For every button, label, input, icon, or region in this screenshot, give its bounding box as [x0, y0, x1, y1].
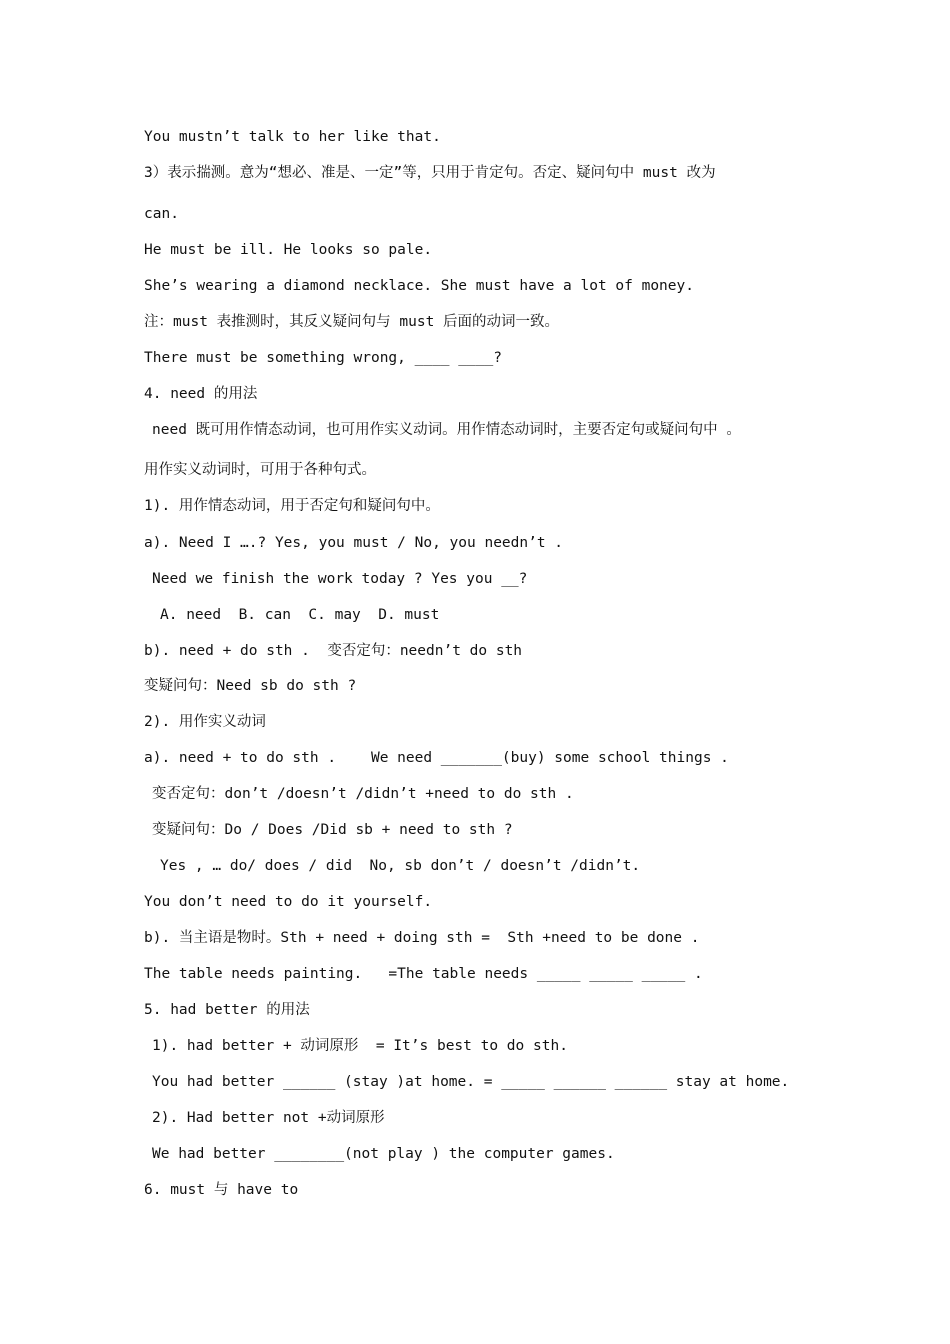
text-line: You had better ______ (stay )at home. = _____ ______ ______ stay at home.	[152, 1074, 790, 1090]
text-line: 变疑问句：Do / Does /Did sb + need to sth ?	[152, 822, 513, 838]
text-line: The table needs painting. =The table needs _____ _____ _____ .	[144, 966, 703, 982]
text-line: 3）表示揣测。意为“想必、准是、一定”等，只用于肯定句。否定、疑问句中 must 改为	[144, 165, 716, 181]
text-line: 1). 用作情态动词，用于否定句和疑问句中。	[144, 498, 440, 514]
text-line: a). need + to do sth . We need _______(buy) some school things .	[144, 750, 729, 766]
text-line: can.	[144, 206, 179, 222]
text-line: a). Need I ….? Yes, you must / No, you needn’t .	[144, 535, 564, 551]
text-line: 2). Had better not +动词原形	[152, 1110, 385, 1126]
text-line: A. need B. can C. may D. must	[160, 607, 440, 623]
text-line: You mustn’t talk to her like that.	[144, 129, 441, 145]
text-line: She’s wearing a diamond necklace. She must have a lot of money.	[144, 278, 694, 294]
text-line: 注：must 表推测时，其反义疑问句与 must 后面的动词一致。	[144, 314, 560, 330]
section-heading: 5. had better 的用法	[144, 1002, 310, 1018]
text-line: 用作实义动词时，可用于各种句式。	[144, 462, 376, 478]
text-line: We had better ________(not play ) the computer games.	[152, 1146, 615, 1162]
text-line: Need we finish the work today ? Yes you __?	[152, 571, 528, 587]
text-line: 变疑问句：Need sb do sth ?	[144, 678, 357, 694]
text-line: need 既可用作情态动词，也可用作实义动词。用作情态动词时，主要否定句或疑问句中 。	[152, 422, 741, 438]
section-heading: 6. must 与 have to	[144, 1182, 299, 1198]
text-line: He must be ill. He looks so pale.	[144, 242, 433, 258]
text-line: Yes , … do/ does / did No, sb don’t / doesn’t /didn’t.	[160, 858, 641, 874]
text-line: There must be something wrong, ____ ____?	[144, 350, 502, 366]
text-line: 1). had better + 动词原形 = It’s best to do sth.	[152, 1038, 568, 1054]
text-line: 变否定句：don’t /doesn’t /didn’t +need to do sth .	[152, 786, 574, 802]
text-line: b). 当主语是物时。Sth + need + doing sth = Sth +need to be done .	[144, 930, 700, 946]
text-line: b). need + do sth . 变否定句：needn’t do sth	[144, 643, 523, 659]
text-line: You don’t need to do it yourself.	[144, 894, 433, 910]
section-heading: 4. need 的用法	[144, 386, 258, 402]
text-line: 2). 用作实义动词	[144, 714, 266, 730]
